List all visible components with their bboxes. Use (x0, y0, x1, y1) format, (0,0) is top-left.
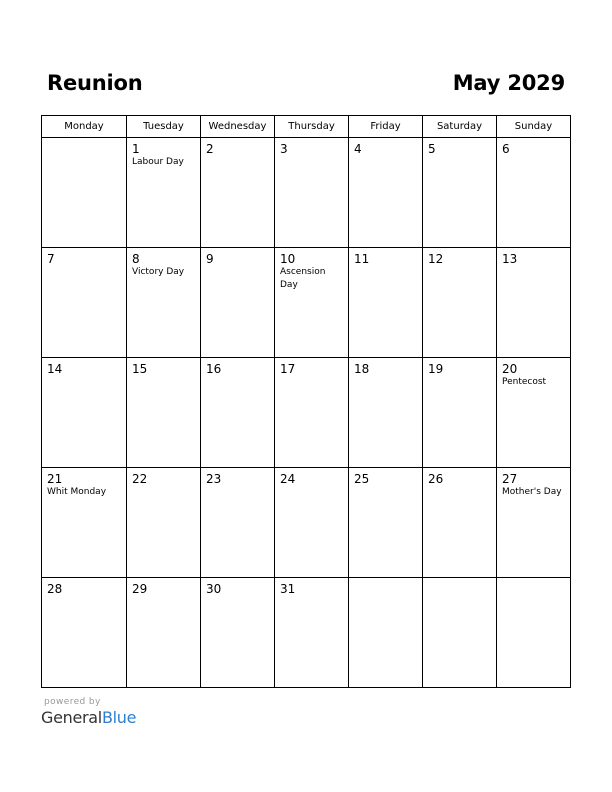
day-number: 25 (354, 472, 370, 486)
day-number: 11 (354, 252, 370, 266)
day-number: 18 (354, 362, 370, 376)
day-cell (201, 358, 275, 468)
day-number: 17 (280, 362, 296, 376)
empty-day-cell (423, 578, 497, 688)
holiday-label: Whit Monday (47, 487, 107, 497)
day-number: 31 (280, 582, 296, 596)
day-number: 2 (206, 142, 214, 156)
day-number: 12 (428, 252, 444, 266)
weekday-header-saturday: Saturday (423, 116, 497, 138)
day-number: 6 (502, 142, 510, 156)
week-row (42, 578, 571, 688)
day-number: 1 (132, 142, 140, 156)
day-cell (275, 358, 349, 468)
day-number: 7 (47, 252, 55, 266)
day-cell (275, 248, 349, 358)
day-cell (349, 138, 423, 248)
generalblue-logo (41, 708, 136, 727)
day-number: 16 (206, 362, 222, 376)
day-number: 10 (280, 252, 296, 266)
day-number: 4 (354, 142, 362, 156)
day-number: 23 (206, 472, 222, 486)
day-cell (349, 248, 423, 358)
day-cell (201, 248, 275, 358)
weekday-header-thursday: Thursday (275, 116, 349, 138)
holiday-label: Ascension Day (280, 267, 326, 290)
holiday-label: Mother's Day (502, 487, 562, 497)
day-number: 9 (206, 252, 214, 266)
day-number: 5 (428, 142, 436, 156)
day-number: 27 (502, 472, 518, 486)
day-number: 26 (428, 472, 444, 486)
day-cell (201, 138, 275, 248)
day-number: 20 (502, 362, 518, 376)
day-cell (497, 138, 571, 248)
calendar-grid (41, 115, 571, 688)
day-cell (201, 578, 275, 688)
region-title: Reunion (47, 71, 143, 95)
day-cell (127, 578, 201, 688)
day-cell (127, 248, 201, 358)
month-title: May 2029 (452, 71, 565, 95)
week-row (42, 358, 571, 468)
holiday-label: Victory Day (132, 267, 185, 277)
logo-text-general: General (41, 708, 102, 727)
day-cell (497, 468, 571, 578)
weekday-header-friday: Friday (349, 116, 423, 138)
day-cell (497, 248, 571, 358)
weekday-header-row (42, 116, 571, 138)
holiday-label: Labour Day (132, 157, 184, 167)
day-cell (497, 358, 571, 468)
day-cell (423, 468, 497, 578)
week-row (42, 138, 571, 248)
day-cell (275, 578, 349, 688)
empty-day-cell (42, 138, 127, 248)
holiday-label: Pentecost (502, 377, 547, 387)
weekday-header-monday: Monday (42, 116, 127, 138)
day-cell (349, 358, 423, 468)
day-number: 19 (428, 362, 444, 376)
day-cell (423, 358, 497, 468)
day-number: 14 (47, 362, 63, 376)
day-number: 24 (280, 472, 296, 486)
day-cell (127, 468, 201, 578)
day-cell (127, 358, 201, 468)
day-number: 28 (47, 582, 63, 596)
weekday-header-wednesday: Wednesday (201, 116, 275, 138)
day-number: 22 (132, 472, 148, 486)
day-cell (201, 468, 275, 578)
empty-day-cell (349, 578, 423, 688)
day-cell (275, 138, 349, 248)
day-cell (127, 138, 201, 248)
day-number: 3 (280, 142, 288, 156)
day-cell (42, 248, 127, 358)
day-cell (42, 578, 127, 688)
day-number: 29 (132, 582, 148, 596)
day-number: 15 (132, 362, 148, 376)
day-number: 21 (47, 472, 63, 486)
week-row (42, 248, 571, 358)
day-cell (275, 468, 349, 578)
day-cell (42, 468, 127, 578)
day-cell (349, 468, 423, 578)
week-row (42, 468, 571, 578)
day-number: 30 (206, 582, 222, 596)
day-number: 8 (132, 252, 140, 266)
powered-by-text: powered by (44, 697, 101, 707)
weekday-header-sunday: Sunday (497, 116, 571, 138)
day-cell (42, 358, 127, 468)
day-cell (423, 138, 497, 248)
logo-text-blue: Blue (101, 708, 137, 727)
day-number: 13 (502, 252, 518, 266)
empty-day-cell (497, 578, 571, 688)
day-cell (423, 248, 497, 358)
weekday-header-tuesday: Tuesday (127, 116, 201, 138)
